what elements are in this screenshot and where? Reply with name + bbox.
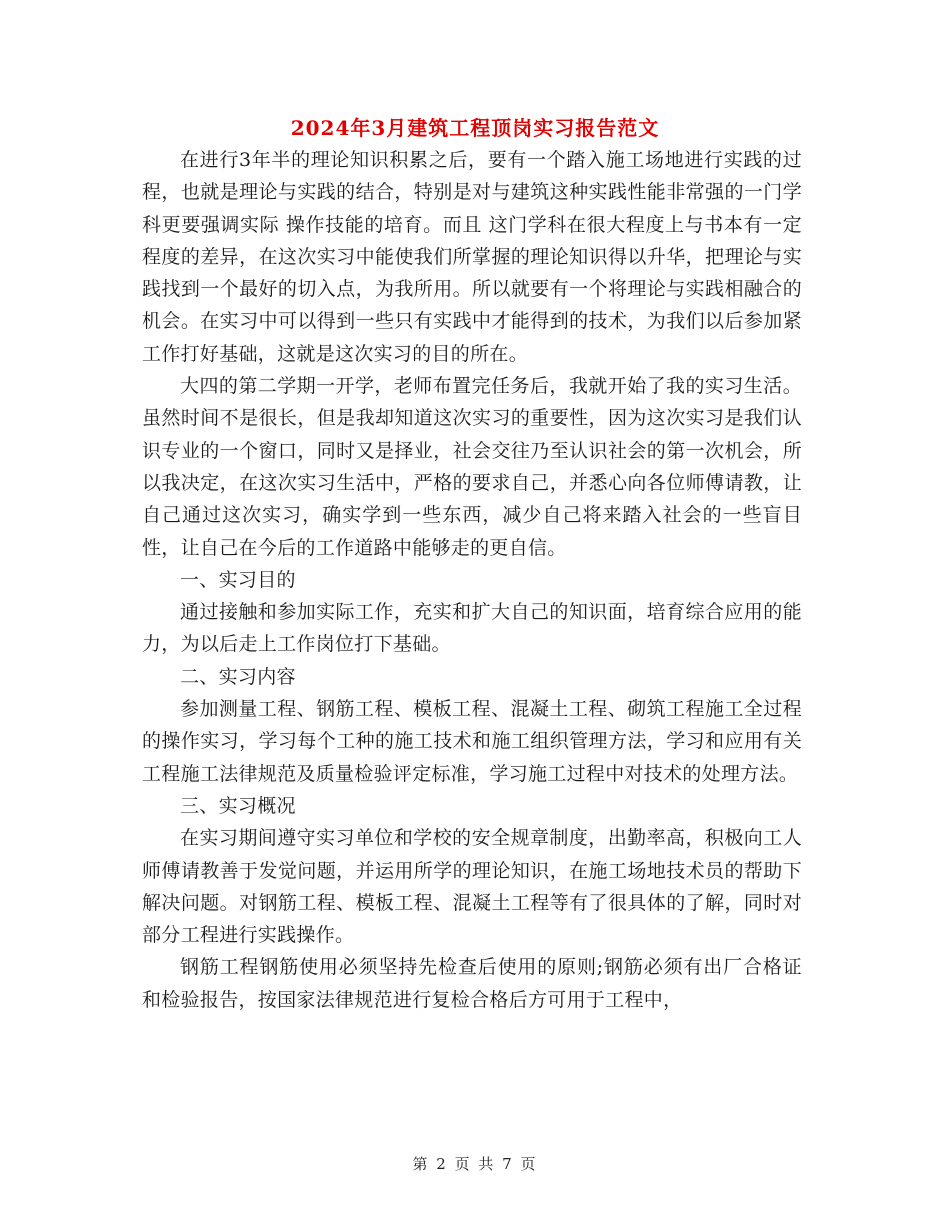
section-heading-content: 二、实习内容 — [180, 665, 296, 688]
section-heading-overview: 三、实习概况 — [180, 794, 296, 817]
page-number-footer: 第 2 页 共 7 页 — [412, 1155, 538, 1173]
document-title: 2024年3月建筑工程顶岗实习报告范文 — [290, 116, 660, 140]
paragraph-background: 大四的第二学期一开学，老师布置完任务后，我就开始了我的实习生活。虽然时间不是很长，但是我却知道这次实习的重要性，因为这次实习是我们认识专业的一个窗口，同时又是择业，社会交往乃至认识社会的第一次机会，所以我决定，在这次实习生活中，严格的要求自己，并悉心向各位师傅请教，让自己通过这次实习，确实学到一些东西，减少自己将来踏入社会的一些盲目性，让自己在今后的工作道路中能够走的更自信。 — [142, 375, 802, 559]
paragraph-intro: 在进行3年半的理论知识积累之后，要有一个踏入施工场地进行实践的过程，也就是理论与实践的结合，特别是对与建筑这种实践性能非常强的一门学科更要强调实际 操作技能的培育。而且 这门学科在很大程度上与书本有一定程度的差异，在这次实习中能使我们所掌握的理论知识得以升华，把理论与实践找到一个最好的切入点，为我所用。所以就要有一个将理论与实践相融合的机会。在实习中可以得到一些只有实践中才能得到的技术，为我们以后参加紧工作打好基础，这就是这次实习的目的所在。 — [142, 149, 802, 365]
paragraph-content: 参加测量工程、钢筋工程、模板工程、混凝土工程、砌筑工程施工全过程的操作实习，学习每个工种的施工技术和施工组织管理方法，学习和应用有关工程施工法律规范及质量检验评定标准，学习施工过程中对技术的处理方法。 — [142, 698, 802, 785]
section-heading-purpose: 一、实习目的 — [180, 568, 296, 591]
paragraph-overview: 在实习期间遵守实习单位和学校的安全规章制度，出勤率高，积极向工人师傅请教善于发觉问题，并运用所学的理论知识，在施工场地技术员的帮助下解决问题。对钢筋工程、模板工程、混凝土工程等有了很具体的了解，同时对部分工程进行实践操作。 — [142, 827, 802, 947]
paragraph-rebar: 钢筋工程钢筋使用必须坚持先检查后使用的原则;钢筋必须有出厂合格证和检验报告，按国家法律规范进行复检合格后方可用于工程中， — [142, 956, 802, 1011]
paragraph-purpose: 通过接触和参加实际工作，充实和扩大自己的知识面，培育综合应用的能力，为以后走上工作岗位打下基础。 — [142, 601, 802, 656]
document-body — [142, 144, 802, 1016]
